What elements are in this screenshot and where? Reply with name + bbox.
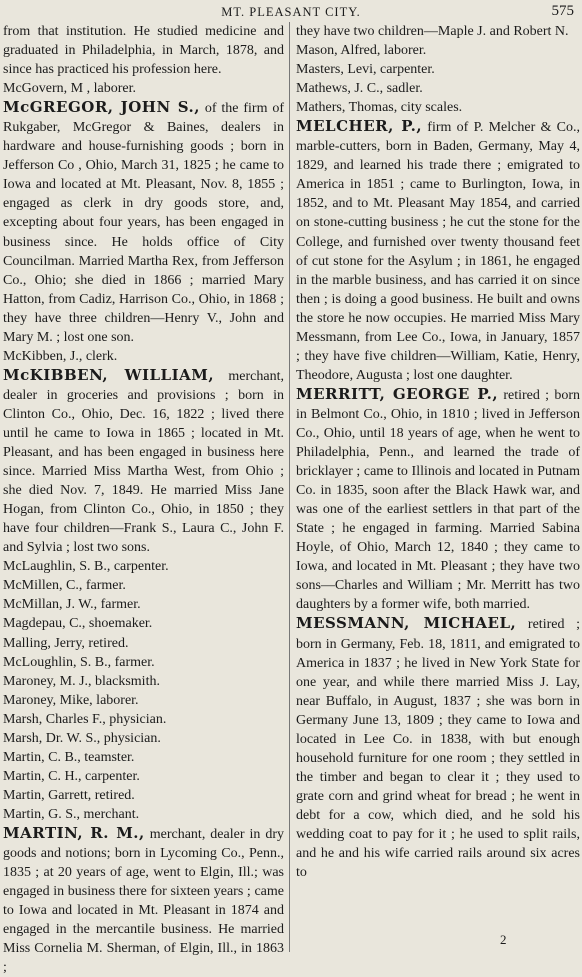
biography-entry bbox=[3, 366, 284, 557]
biography-text: of the firm of Rukgaber, McGregor & Baines, dealers in hardware and house-furnishing goods ; born in Jefferson Co , Ohio, March 31, 1825 ; he came to Iowa and located at Mt. Pleasant, Nov. 8, 1855 ; engaged as clerk in dry goods store, and, excepting about four years, has been engaged in business since. He holds office of City Councilman. Married Martha Rex, from Jefferson Co., Ohio; she died in 1866 ; married Mary Hatton, from Cadiz, Harrison Co., Ohio, in 1868 ; they have three children—Henry V., John and Mary M. ; lost one son. bbox=[3, 101, 284, 345]
left-column bbox=[3, 22, 285, 976]
column-divider bbox=[289, 22, 290, 952]
biography-name: MESSMANN, MICHAEL, bbox=[296, 614, 517, 633]
directory-listing: Malling, Jerry, retired. bbox=[3, 635, 129, 651]
directory-listing: Martin, C. B., teamster. bbox=[3, 749, 135, 765]
biography-text: firm of P. Melcher & Co., marble-cutters, born in Baden, Germany, May 4, 1829, and learned his trade there ; emigrated to America in 1851 ; came to Burlington, Iowa, in 1852, and to Mt. Pleasant May 1854, and carried on stone-cutting business ; he cut the stone for the College, and furnished over twenty thousand feet of cut stone for the Asylum ; in 1861, he engaged in the marble business, and has carried it on since then ; is doing a good business. He built and owns the store he now occupies. He married Miss Mary Messmann, from Lee Co., Iowa, in January, 1857 ; they have five children—William, Katie, Henry, Theodore, Augusta ; lost one daughter. bbox=[296, 120, 580, 383]
biography-name: McKIBBEN, WILLIAM, bbox=[3, 365, 215, 384]
biography-text: retired ; born in Germany, Feb. 18, 1811, and emigrated to America in 1837 ; he lived in New York State for one year, and while there married Miss J. Lay, near Buffalo, in August, 1837 ; she was born in Germany June 13, 1809 ; they came to Iowa and located in Lee Co. in 1838, with but enough household furniture for one room ; they settled in the timber and began to clear it ; they used to grate corn and grind wheat for bread ; he went in debt for a cow, which died, and he sold his wedding coat to pay for it ; he used to split rails, and he and his wife carried rails around six acres to bbox=[296, 617, 581, 881]
directory-listing: Mathers, Thomas, city scales. bbox=[296, 100, 463, 116]
biography-name: MARTIN, R. M., bbox=[3, 823, 145, 842]
page-number: 575 bbox=[551, 3, 574, 19]
biography-entry bbox=[3, 824, 284, 977]
directory-listing: McKibben, J., clerk. bbox=[3, 348, 118, 364]
directory-listing: McLoughlin, S. B., farmer. bbox=[3, 654, 155, 670]
biography-text: retired ; born in Belmont Co., Ohio, in 1810 ; lived in Jefferson Co., Ohio, until 18 years of age, when he went to Philadelphia, Penn., and learned the trade of bricklayer ; came to Illinois and located in Putnam Co. in 1835, soon after the Black Hawk war, and was one of the earliest settlers in that part of the State ; he engaged in farming. Married Sabina Hoyle, of Ohio, March 12, 1840 ; they came to Iowa, and located in Mt. Pleasant ; they have two sons—Charles and William ; Mr. Merritt has two daughters by a former wife, both married. bbox=[296, 387, 580, 613]
running-head: MT. PLEASANT CITY. bbox=[221, 5, 361, 19]
directory-listing: McGovern, M , laborer. bbox=[3, 81, 136, 97]
directory-listing: Marsh, Charles F., physician. bbox=[3, 711, 167, 727]
biography-text: merchant, dealer in dry goods and notions; born in Lycoming Co., Penn., 1835 ; at 20 years of age, went to Elgin, Ill.; was engaged in business there for sixteen years ; came to Iowa and located in Mt. Pleasant in 1874 and engaged in the mercantile business. He married Miss Cornelia M. Sherman, of Elgin, Ill., in 1863 ; bbox=[3, 826, 285, 976]
directory-listing: Marsh, Dr. W. S., physician. bbox=[3, 730, 161, 746]
continued-biography: from that institution. He studied medicine and graduated in Philadelphia, in March, 1878, and since has practiced his profession here. bbox=[3, 24, 284, 78]
directory-listing: Martin, C. H., carpenter. bbox=[3, 768, 140, 784]
directory-listing: Magdepau, C., shoemaker. bbox=[3, 616, 153, 632]
right-column bbox=[296, 22, 580, 952]
biography-name: McGREGOR, JOHN S., bbox=[3, 98, 200, 117]
biography-entry bbox=[296, 614, 580, 882]
signature-mark: 2 bbox=[500, 932, 507, 947]
directory-listing: McMillen, C., farmer. bbox=[3, 578, 126, 594]
directory-listing: McLaughlin, S. B., carpenter. bbox=[3, 559, 169, 575]
continued-biography: they have two children—Maple J. and Robert N. bbox=[296, 24, 569, 39]
directory-listing: Martin, G. S., merchant. bbox=[3, 806, 140, 822]
biography-name: MERRITT, GEORGE P., bbox=[296, 384, 499, 403]
biography-text: merchant, dealer in groceries and provisions ; born in Clinton Co., Ohio, Dec. 16, 1822 ; lived there until he came to Iowa in 1865 ; located in Mt. Pleasant, and has been engaged in business here since. Married Miss Martha West, from Ohio ; she died Nov. 7, 1849. He married Miss Jane Hogan, from Clinton Co., Ohio, in 1850 ; they have four children—Frank S., Laura C., John F. and Sylvia ; lost two sons. bbox=[3, 368, 284, 556]
directory-listing: Maroney, Mike, laborer. bbox=[3, 692, 139, 708]
biography-entry bbox=[296, 117, 580, 385]
directory-listing: Masters, Levi, carpenter. bbox=[296, 62, 435, 78]
directory-listing: Martin, Garrett, retired. bbox=[3, 787, 135, 803]
directory-listing: Mason, Alfred, laborer. bbox=[296, 43, 427, 59]
directory-listing: Maroney, M. J., blacksmith. bbox=[3, 673, 160, 689]
directory-listing: McMillan, J. W., farmer. bbox=[3, 597, 141, 613]
biography-name: MELCHER, P., bbox=[296, 117, 423, 136]
page-header bbox=[0, 0, 582, 22]
biography-entry bbox=[3, 98, 284, 347]
biography-entry bbox=[296, 385, 580, 615]
directory-listing: Mathews, J. C., sadler. bbox=[296, 81, 423, 97]
